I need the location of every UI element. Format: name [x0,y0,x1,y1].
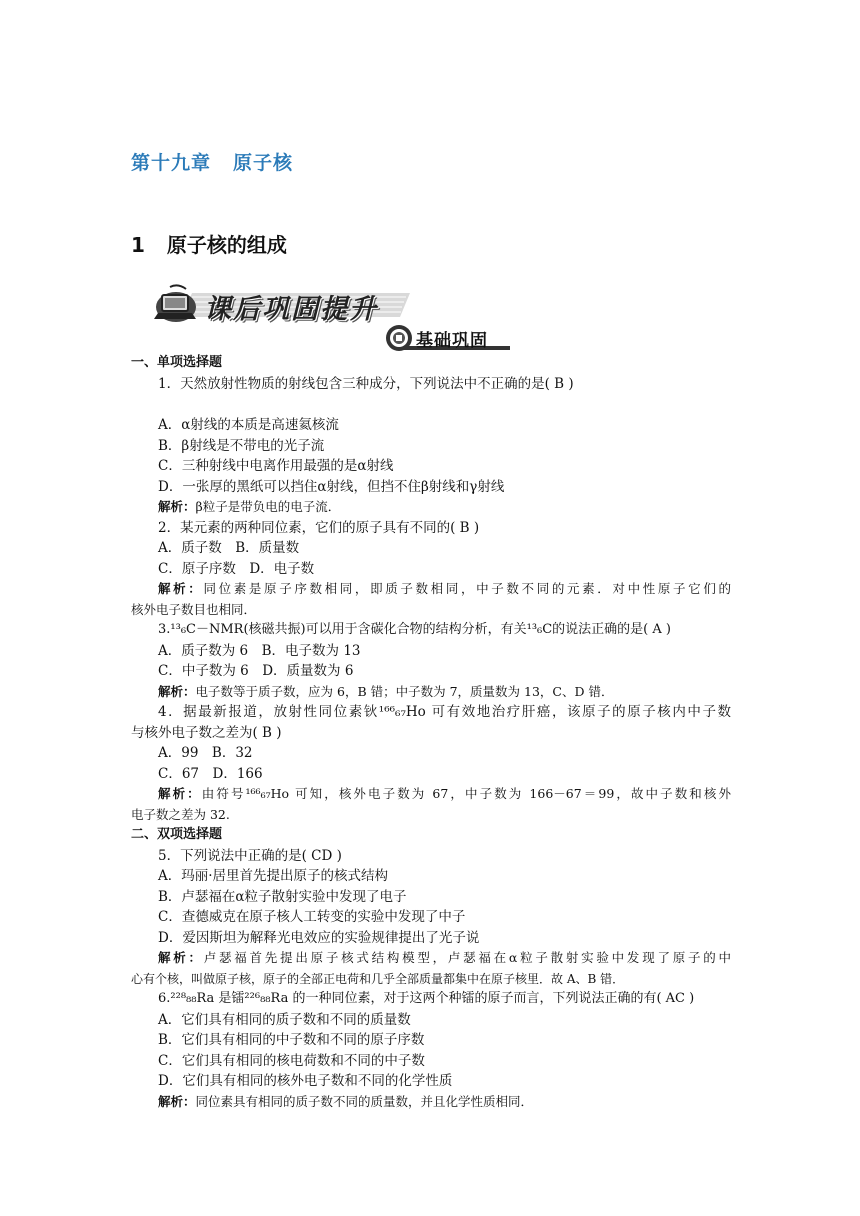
analysis-label: 解析： [158,1093,196,1109]
q1-option-a: A．α射线的本质是高速氦核流 [158,417,339,433]
q5-option-a: A．玛丽·居里首先提出原子的核式结构 [158,868,389,884]
analysis-label: 解析： [158,683,196,699]
analysis-text: 同位素是原子序数相同，即质子数相同，中子数不同的元素．对中性原子它们的 [203,581,731,596]
review-banner [152,283,412,325]
banner-title: 课后巩固提升 [204,294,378,325]
q4-options-cd: C．67 D．166 [158,765,263,782]
analysis-text: 电子数等于质子数，应为 6，B 错；中子数为 7，质量数为 13，C、D 错． [195,683,614,699]
q6-option-d: D．它们具有相同的核外电子数和不同的化学性质 [158,1073,453,1089]
q1-option-b: B．β射线是不带电的光子流 [158,437,325,454]
q5-option-d: D．爱因斯坦为解释光电效应的实验规律提出了光子说 [158,929,480,946]
analysis-label: 解析： [158,786,202,801]
chapter-name: 原子核 [233,152,294,174]
q1-option-c: C．三种射线中电离作用最强的是α射线 [158,458,394,474]
analysis-label: 解析： [158,581,204,596]
analysis-label: 解析： [158,499,196,514]
q2-options-cd: C．原子序数 D．电子数 [158,560,315,577]
analysis-text: 由符号¹⁶⁶₆₇Ho 可知，核外电子数为 67，中子数为 166－67＝99，故中子数和核外 [201,786,731,801]
heading-double-choice: 二、双项选择题 [131,827,223,842]
q6-option-c: C．它们具有相同的核电荷数和不同的中子数 [158,1052,425,1069]
q3-options-cd: C．中子数为 6 D．质量数为 6 [158,663,354,679]
q6-stem: 6.²²⁸₈₈Ra 是镭²²⁶₈₈Ra 的一种同位素，对于这两个种镭的原子而言，下列说法正确的有( AC ) [158,991,695,1006]
q3-stem: 3.¹³₆C－NMR(核磁共振)可以用于含碳化合物的结构分析，有关¹³₆C的说法正确的是( A ) [158,622,671,637]
q1-stem: 1．天然放射性物质的射线包含三种成分，下列说法中不正确的是( B ) [158,375,574,392]
q4-analysis [131,784,731,805]
q5-option-b: B．卢瑟福在α粒子散射实验中发现了电子 [158,888,407,905]
exercise-content [131,353,731,1112]
q5-option-c: C．查德威克在原子核人工转变的实验中发现了中子 [158,909,466,925]
chapter-title [131,148,293,175]
sub-banner-title: 基础巩固 [416,331,488,351]
analysis-text: 卢瑟福首先提出原子核式结构模型，卢瑟福在α粒子散射实验中发现了原子的中 [203,950,731,965]
q2-stem: 2．某元素的两种同位素，它们的原子具有不同的( B ) [158,519,480,536]
q4-analysis-cont: 电子数之差为 32. [131,806,230,822]
section-title [131,229,287,258]
q4-stem-cont: 与核外电子数之差为( B ) [131,724,282,741]
analysis-text: β粒子是带负电的电子流． [195,499,341,514]
analysis-text: 同位素具有相同的质子数不同的质量数，并且化学性质相同． [195,1093,534,1109]
basic-banner [384,322,514,354]
analysis-label: 解析： [158,950,204,965]
q1-option-d: D．一张厚的黑纸可以挡住α射线，但挡不住β射线和γ射线 [158,478,505,495]
chapter-label: 第十九章 [131,152,212,174]
q5-stem: 5．下列说法中正确的是( CD ) [158,847,342,864]
q5-analysis [131,948,731,969]
q1-analysis [131,497,731,518]
heading-single-choice: 一、单项选择题 [131,355,223,370]
q3-analysis [131,682,731,703]
q6-option-b: B．它们具有相同的中子数和不同的原子序数 [158,1032,425,1048]
section-name: 原子核的组成 [166,233,287,257]
q6-analysis [131,1092,731,1113]
section-number: 1 [131,233,145,257]
q2-analysis-cont: 核外电子数目也相同． [131,601,257,617]
q4-options-ab: A．99 B．32 [158,745,253,761]
q6-option-a: A．它们具有相同的质子数和不同的质量数 [158,1011,411,1028]
q2-analysis [131,579,731,600]
q3-options-ab: A．质子数为 6 B．电子数为 13 [158,642,361,659]
q2-options-ab: A．质子数 B．质量数 [158,540,300,556]
q5-analysis-cont: 心有个核，叫做原子核，原子的全部正电荷和几乎全部质量都集中在原子核里．故 A、B 错． [131,971,625,986]
q4-stem: 4．据最新报道，放射性同位素钬¹⁶⁶₆₇Ho 可有效地治疗肝癌，该原子的原子核内中子数 [158,704,731,720]
